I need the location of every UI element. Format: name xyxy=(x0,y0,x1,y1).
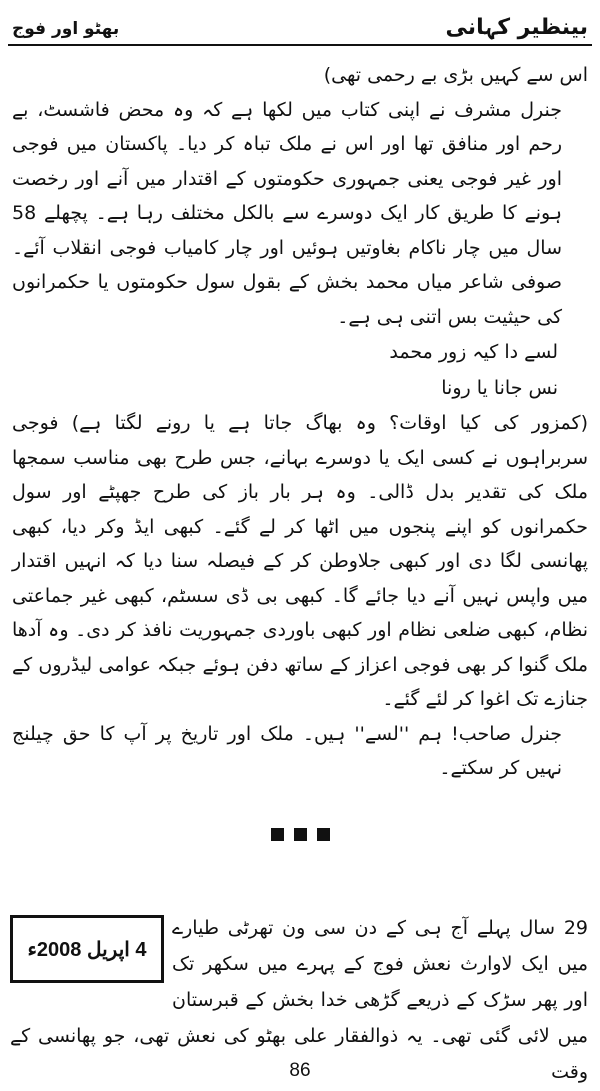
chapter-title: بھٹو اور فوج xyxy=(12,19,120,39)
separator-square-icon xyxy=(317,828,330,841)
paragraph-general-sahib: جنرل صاحب! ہم ''لسے'' ہیں۔ ملک اور تاریخ پر آپ کا حق چیلنج نہیں کر سکتے۔ xyxy=(12,722,562,779)
page-header xyxy=(8,4,592,46)
section-separator xyxy=(0,828,600,844)
verse-line-1: لسے دا کیہ زور محمد xyxy=(389,341,558,363)
paragraph-dated-text: 29 سال پہلے آج ہی کے دن سی ون تھرٹی طیارے میں ایک لاوارث نعش فوج کے پہرے میں سکھر تک اور پھر سڑک کے ذریعے گڑھی خدا بخش کے قبرستان میں لائی گئی تھی۔ یہ ذوالفقار علی بھٹو کی نعش تھی، جو پھانسی کے وقت xyxy=(10,917,588,1083)
verse-line-2: نس جانا یا رونا xyxy=(441,377,558,399)
page-number: 86 xyxy=(289,1060,311,1081)
paragraph-musharraf: جنرل مشرف نے اپنی کتاب میں لکھا ہے کہ وہ محض فاشسٹ، بے رحم اور منافق تھا اور اس نے ملک تباہ کر دیا۔ پاکستان میں فوجی اور غیر فوجی یعنی جمہوری حکومتوں کے اقتدار میں آنے اور رخصت ہونے کا طریق کار ایک دوسرے سے بالکل مختلف رہا ہے۔ پچھلے 58 سال میں چار ناکام بغاوتیں ہوئیں اور چار کامیاب فوجی انقلاب آئے۔ صوفی شاعر میاں محمد بخش کے بقول سول حکومتوں یا حکمرانوں کی حیثیت بس اتنی ہی ہے۔ xyxy=(12,98,562,328)
date-box: 4 اپریل 2008ء xyxy=(10,915,164,983)
book-title: بینظیر کہانی xyxy=(445,15,588,40)
separator-square-icon xyxy=(271,828,284,841)
separator-square-icon xyxy=(294,828,307,841)
main-text xyxy=(12,58,588,786)
paragraph-military-heads: (کمزور کی کیا اوقات؟ وہ بھاگ جاتا ہے یا رونے لگتا ہے) فوجی سربراہوں نے کسی ایک یا دوسرے بہانے، جس طرح بھی مناسب سمجھا ملک کی تقدیر بدل ڈالی۔ وہ ہر بار باز کی طرح جھپٹے اور سول حکمرانوں کو اپنے پنجوں میں اٹھا کر لے گئے۔ کبھی ایڈ وکر دیا، کبھی پھانسی لگا دی اور کبھی جلاوطن کر کے فیصلہ سنا دیا کہ انہیں اقتدار میں واپس نہیں آنے دیا جائے گا۔ کبھی بی ڈی سسٹم، کبھی غیر جماعتی نظام، کبھی ضلعی نظام اور کبھی باوردی جمہوریت نافذ کر دی۔ وہ آدھا ملک گنوا کر بھی فوجی اعزاز کے ساتھ دفن ہوئے جبکہ عوامی لیڈروں کے جنازے تک اغوا کر لئے گئے۔ xyxy=(12,412,588,710)
paragraph-continuation: اس سے کہیں بڑی بے رحمی تھی) xyxy=(323,64,588,86)
